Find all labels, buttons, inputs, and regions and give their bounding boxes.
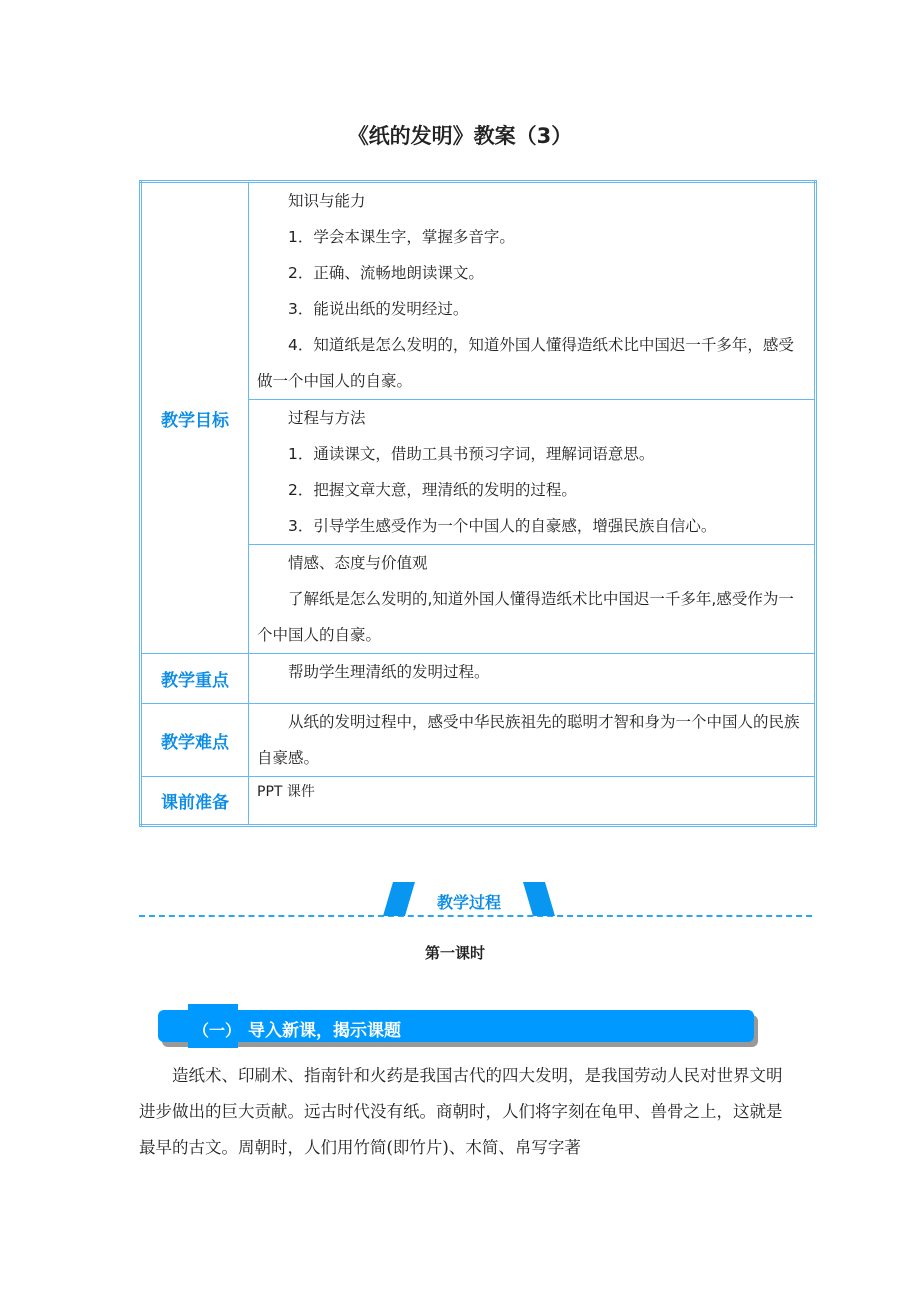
emotion-heading: 情感、态度与价值观 (288, 554, 428, 572)
key-text: 帮助学生理清纸的发明过程。 (288, 663, 490, 681)
goal-item: 1．通读课文，借助工具书预习字词，理解词语意思。 (288, 445, 655, 463)
process-cell (249, 400, 816, 545)
goals-label: 教学目标 (141, 182, 249, 654)
difficulty-label: 教学难点 (141, 704, 249, 777)
emotion-cell (249, 545, 816, 654)
goal-item: 4．知道纸是怎么发明的，知道外国人懂得造纸术比中国迟一千多年，感受做一个中国人的自豪。 (257, 336, 794, 390)
prep-label: 课前准备 (141, 777, 249, 826)
lesson-plan-table (139, 180, 817, 827)
page-title: 《纸的发明》教案（3） (347, 124, 573, 148)
process-heading: 过程与方法 (288, 409, 366, 427)
goal-item: 3．引导学生感受作为一个中国人的自豪感，增强民族自信心。 (288, 517, 717, 535)
goal-item: 2．正确、流畅地朗读课文。 (288, 264, 484, 282)
difficulty-text: 从纸的发明过程中，感受中华民族祖先的聪明才智和身为一个中国人的民族自豪感。 (257, 713, 800, 767)
prep-text: PPT 课件 (257, 784, 315, 800)
lesson-heading: 第一课时 (424, 944, 485, 962)
part-number: （一） (193, 1021, 242, 1040)
key-label: 教学重点 (141, 654, 249, 704)
section-tab-label: 教学过程 (436, 893, 501, 912)
knowledge-cell (249, 182, 816, 400)
goal-item: 3．能说出纸的发明经过。 (288, 300, 469, 318)
part-title: 导入新课，揭示课题 (248, 1021, 401, 1041)
goal-item: 1．学会本课生字，掌握多音字。 (288, 228, 515, 246)
emotion-text: 了解纸是怎么发明的,知道外国人懂得造纸术比中国迟一千多年,感受作为一个中国人的自豪。 (257, 590, 794, 644)
section-tab (383, 882, 555, 916)
part-banner (158, 1010, 754, 1042)
knowledge-heading: 知识与能力 (288, 192, 366, 210)
part-number-box (188, 1004, 242, 1048)
body-paragraph: 造纸术、印刷术、指南针和火药是我国古代的四大发明，是我国劳动人民对世界文明进步做出的巨大贡献。远古时代没有纸。商朝时，人们将字刻在龟甲、兽骨之上，这就是最早的古文。周朝时，人们用竹简(即竹片)、木简、帛写字著 (139, 1066, 783, 1157)
goal-item: 2．把握文章大意，理清纸的发明的过程。 (288, 481, 577, 499)
section-divider (139, 880, 812, 920)
